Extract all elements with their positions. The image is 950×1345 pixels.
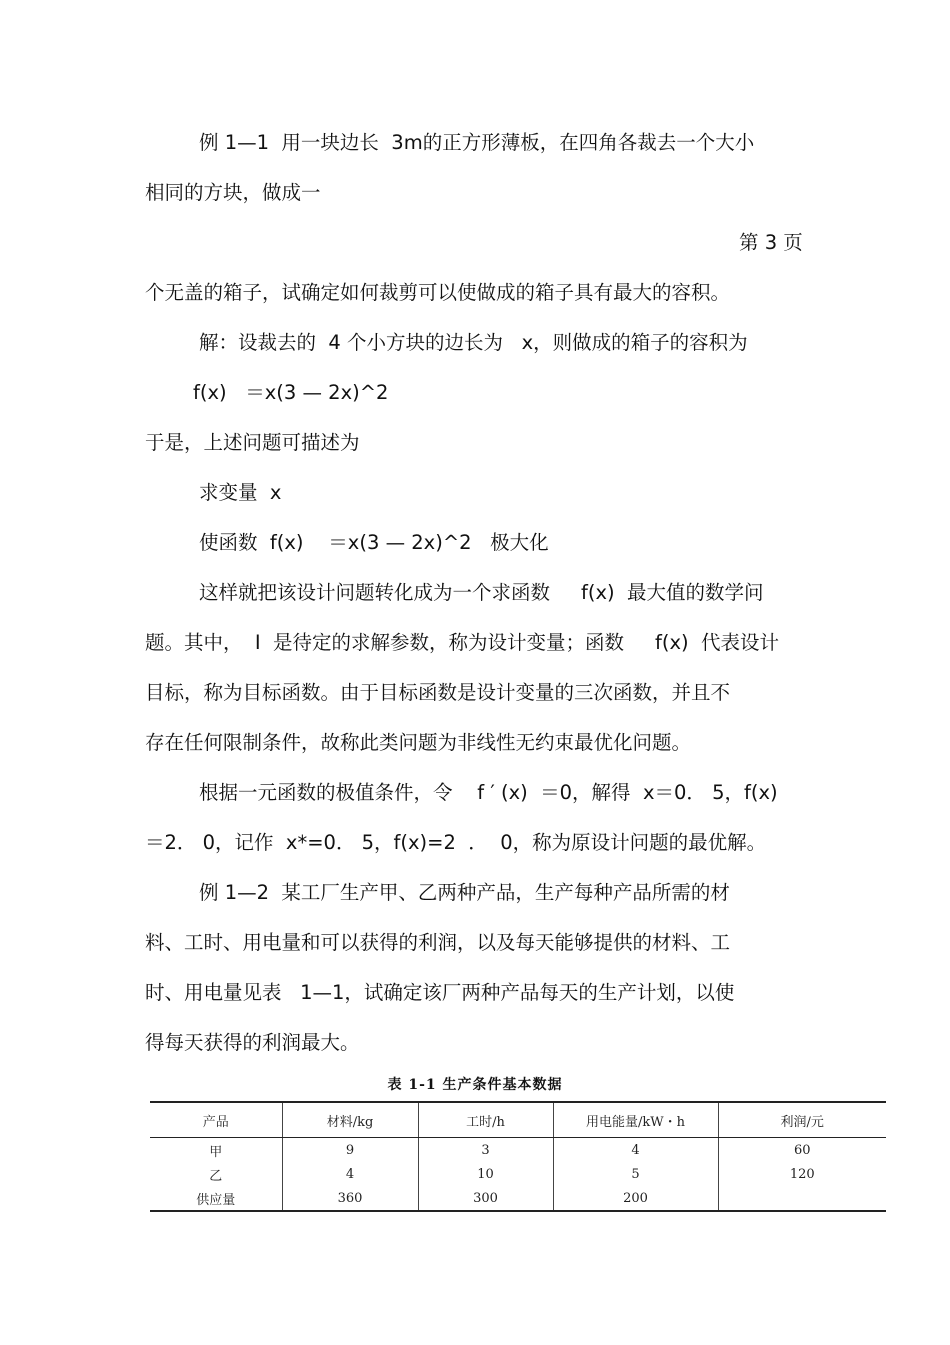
header-labor-hours: 工时/h [418, 1102, 553, 1138]
header-profit: 利润/元 [718, 1102, 886, 1138]
example-1-2-line-1: 例 1—2 某工厂生产甲、乙两种产品，生产每种产品所需的材 [199, 881, 730, 904]
cell-product: 供应量 [150, 1186, 282, 1211]
table-row [150, 1162, 886, 1186]
paragraph-2-line-4: 存在任何限制条件，故称此类问题为非线性无约束最优化问题。 [145, 731, 692, 754]
example-1-1-line-1: 例 1—1 用一块边长 3m的正方形薄板，在四角各裁去一个大小 [199, 131, 755, 154]
paragraph-2-line-2: 题。其中， I 是待定的求解参数，称为设计变量；函数 f(x) 代表设计 [145, 631, 780, 654]
description-line: 于是，上述问题可描述为 [145, 431, 360, 454]
cell-product: 乙 [209, 1168, 223, 1184]
production-data-table [150, 1101, 886, 1212]
example-1-2-line-4: 得每天获得的利润最大。 [145, 1031, 360, 1054]
table-row [150, 1186, 886, 1211]
header-electricity: 用电能量/kW・h [553, 1102, 718, 1138]
paragraph-3-line-2: ＝2． 0，记作 x*=0． 5，f(x)=2 ． 0，称为原设计问题的最优解。 [145, 831, 767, 854]
example-1-1-line-2: 相同的方块，做成一 [145, 181, 321, 204]
header-material: 材料/kg [282, 1102, 418, 1138]
cell-electricity: 200 [553, 1186, 718, 1211]
cell-material: 360 [282, 1186, 418, 1211]
paragraph-2-line-3: 目标，称为目标函数。由于目标函数是设计变量的三次函数，并且不 [145, 681, 731, 704]
cell-electricity: 4 [553, 1138, 718, 1163]
cell-electricity: 5 [553, 1162, 718, 1186]
example-1-2-line-2: 料、工时、用电量和可以获得的利润，以及每天能够提供的材料、工 [145, 931, 731, 954]
cell-material: 9 [282, 1138, 418, 1163]
example-1-1-line-3: 个无盖的箱子，试确定如何裁剪可以使做成的箱子具有最大的容积。 [145, 281, 731, 304]
formula-line: f(x) ＝x(3 — 2x)^2 [193, 381, 389, 404]
table-caption: 表 1-1 生产条件基本数据 [387, 1077, 563, 1093]
cell-labor-hours: 3 [418, 1138, 553, 1163]
page-number: 第 3 页 [739, 231, 803, 254]
variable-line: 求变量 x [199, 481, 282, 504]
cell-labor-hours: 300 [418, 1186, 553, 1211]
cell-profit: 120 [718, 1162, 886, 1186]
cell-profit: 60 [718, 1138, 886, 1163]
cell-labor-hours: 10 [418, 1162, 553, 1186]
cell-material: 4 [282, 1162, 418, 1186]
header-product: 产品 [150, 1102, 282, 1138]
paragraph-3-line-1: 根据一元函数的极值条件，令 f ′ (x) ＝0，解得 x＝0． 5，f(x) [199, 781, 778, 804]
cell-profit [718, 1186, 886, 1211]
objective-line: 使函数 f(x) ＝x(3 — 2x)^2 极大化 [199, 531, 549, 554]
cell-product: 甲 [209, 1144, 223, 1160]
paragraph-2-line-1: 这样就把该设计问题转化成为一个求函数 f(x) 最大值的数学问 [199, 581, 764, 604]
example-1-2-line-3: 时、用电量见表 1—1，试确定该厂两种产品每天的生产计划，以使 [145, 981, 735, 1004]
table-row [150, 1138, 886, 1163]
solution-line: 解：设裁去的 4 个小方块的边长为 x，则做成的箱子的容积为 [199, 331, 748, 354]
table-header-row [150, 1102, 886, 1138]
